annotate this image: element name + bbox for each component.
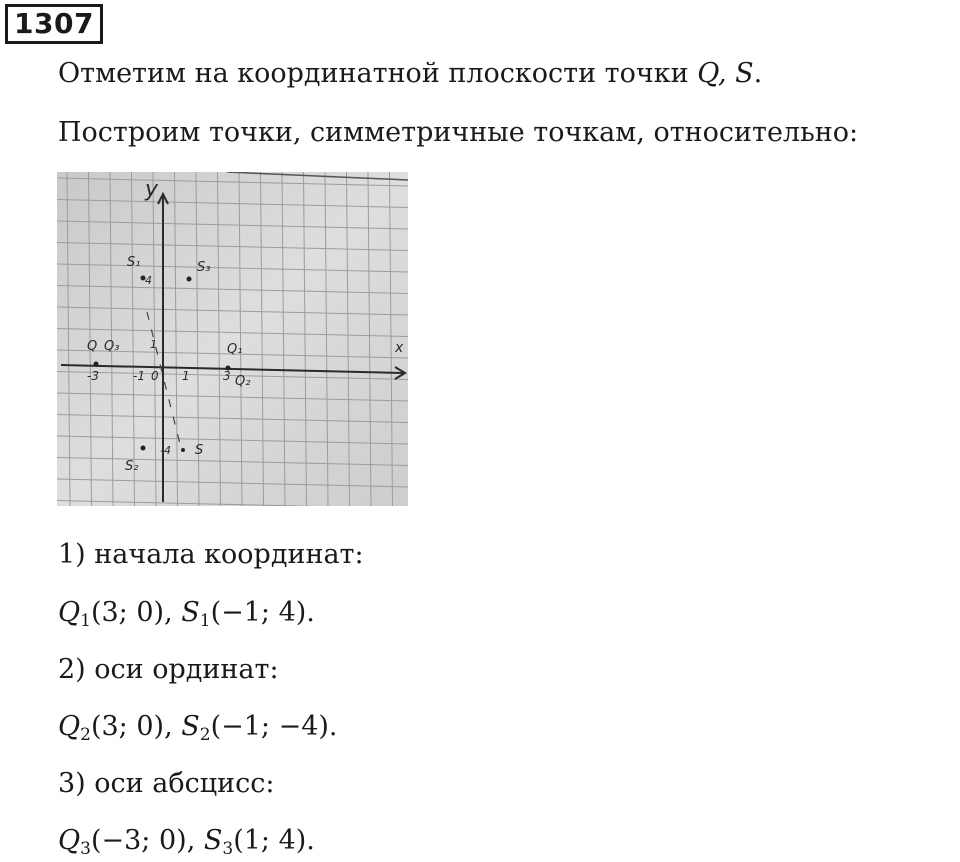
label-s3: S₃ bbox=[197, 260, 211, 275]
label-s: S bbox=[195, 443, 204, 458]
label-minus-three: -3 bbox=[87, 369, 99, 383]
point-subscript: 2 bbox=[199, 725, 211, 745]
item-3-answer bbox=[58, 825, 315, 859]
intro-line-2: Построим точки, симметричные точкам, относительно: bbox=[58, 117, 859, 148]
item-2-heading: 2) оси ординат: bbox=[58, 654, 279, 685]
label-three: 3 bbox=[223, 369, 231, 383]
intro-line-1 bbox=[58, 58, 762, 89]
item-1-answer bbox=[58, 597, 315, 631]
point-subscript: 3 bbox=[80, 839, 91, 859]
point-q3 bbox=[94, 362, 99, 367]
point-name: Q bbox=[58, 597, 81, 628]
item-3-heading: 3) оси абсцисс: bbox=[58, 768, 275, 799]
point-name: S bbox=[181, 711, 200, 742]
label-s2: S₂ bbox=[125, 459, 139, 474]
label-q3: Q₃ bbox=[104, 339, 120, 354]
coordinate-sketch-photo bbox=[57, 172, 408, 506]
intro-period: . bbox=[753, 58, 763, 89]
label-four: 4 bbox=[145, 274, 152, 287]
label-minus-one: -1 bbox=[133, 369, 145, 383]
item-1-heading: 1) начала координат: bbox=[58, 539, 364, 570]
label-y-axis: y bbox=[145, 177, 159, 202]
label-minus-four: -4 bbox=[160, 444, 171, 457]
intro-text: Отметим на координатной плоскости точки bbox=[58, 58, 698, 89]
point-coords: (3; 0), bbox=[90, 597, 173, 628]
point-s2 bbox=[141, 446, 146, 451]
label-q2: Q₂ bbox=[235, 374, 251, 389]
point-name: S bbox=[181, 597, 200, 628]
point-coords: (−1; 4). bbox=[210, 597, 315, 628]
point-coords: (3; 0), bbox=[90, 711, 173, 742]
point-coords: (−1; −4). bbox=[210, 711, 338, 742]
coordinate-sketch bbox=[57, 172, 408, 506]
point-s3 bbox=[187, 277, 192, 282]
point-subscript: 1 bbox=[80, 611, 91, 631]
point-subscript: 1 bbox=[199, 611, 211, 631]
point-name: Q bbox=[58, 711, 81, 742]
point-coords: (−3; 0), bbox=[90, 825, 196, 856]
point-name: S bbox=[203, 825, 223, 856]
label-x-axis: x bbox=[395, 340, 404, 356]
point-s bbox=[181, 448, 185, 452]
label-one-x: 1 bbox=[182, 369, 190, 383]
label-s1: S₁ bbox=[127, 255, 141, 270]
label-one-y: 1 bbox=[150, 338, 157, 351]
label-zero: 0 bbox=[151, 369, 159, 383]
item-2-answer bbox=[58, 711, 338, 745]
point-subscript: 3 bbox=[222, 839, 234, 859]
task-number: 1307 bbox=[5, 4, 103, 44]
point-name: Q bbox=[58, 825, 81, 856]
points-name: Q, S bbox=[697, 58, 754, 89]
point-coords: (1; 4). bbox=[233, 825, 315, 856]
label-q: Q bbox=[87, 339, 98, 354]
label-q1: Q₁ bbox=[227, 342, 243, 357]
point-subscript: 2 bbox=[80, 725, 91, 745]
